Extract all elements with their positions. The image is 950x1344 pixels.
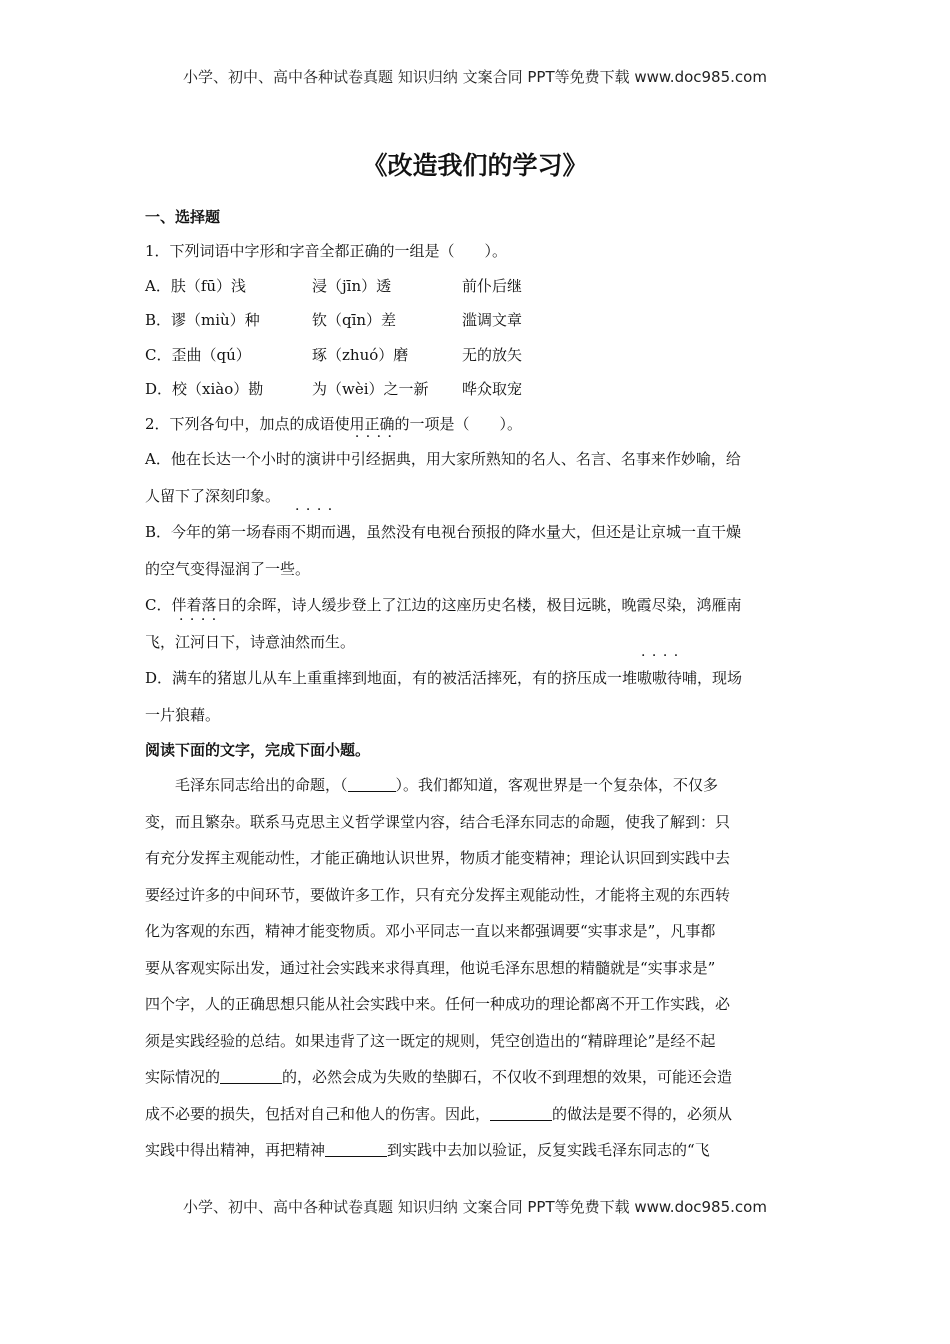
reading-instruction: 阅读下面的文字，完成下面小题。 xyxy=(145,741,371,759)
page-header: 小学、初中、高中各种试卷真题 知识归纳 文案合同 PPT等免费下载 www.doc985.com xyxy=(183,68,767,86)
text: A．他在长达一个小时的演讲中 xyxy=(145,450,351,468)
answer-blank xyxy=(325,1140,387,1157)
option-part: 前仆后继 xyxy=(462,276,523,295)
option-part: B．谬（miù）种 xyxy=(145,311,260,329)
passage-line: 要经过许多的中间环节，要做许多工作，只有充分发挥主观能动性，才能将主观的东西转 xyxy=(145,885,731,904)
text: ，现场 xyxy=(697,669,743,687)
emphasized-idiom: · · · · 江河日下 xyxy=(175,624,235,661)
q2-option-a-line1 xyxy=(145,441,810,478)
option-part: D．校（xiào）勘 xyxy=(145,380,264,398)
passage-line xyxy=(145,1096,810,1133)
answer-blank xyxy=(348,775,396,792)
passage-line: 化为客观的东西，精神才能变物质。邓小平同志一直以来都强调要“实事求是”，凡事都 xyxy=(145,922,716,940)
text: 飞， xyxy=(145,632,176,651)
option-part: C．歪曲（qú） xyxy=(145,345,251,364)
section-title: 一、选择题 xyxy=(145,208,221,226)
text: 实际情况的 xyxy=(145,1068,221,1086)
q1-option-d xyxy=(145,372,810,407)
emphasized-idiom: · · · · 不期而遇 xyxy=(291,514,351,551)
question-2-stem: 2．下列各句中，加点的成语使用正确的一项是（ ）。 xyxy=(145,414,523,433)
emphasized-idiom: · · · · 引经据典 xyxy=(351,441,411,478)
passage-line xyxy=(145,767,810,804)
text: ，用大家所熟知的名人、名言、名事来作妙喻，给 xyxy=(410,450,741,468)
q2-option-c-line2 xyxy=(145,624,810,661)
passage-line xyxy=(145,1059,810,1096)
q2-option-b-line2: 的空气变得湿润了一些。 xyxy=(145,559,311,578)
passage-line: 变，而且繁杂。联系马克思主义哲学课堂内容，结合毛泽东同志的命题，使我了解到：只 xyxy=(145,812,731,831)
passage-line: 须是实践经验的总结。如果违背了这一既定的规则，凭空创造出的“精辟理论”是经不起 xyxy=(145,1031,716,1050)
text: 的，必然会成为失败的垫脚石，不仅收不到理想的效果，可能还会造 xyxy=(282,1068,733,1086)
text: ，诗意油然而生。 xyxy=(235,632,356,651)
text: 到实践中去加以验证，反复实践毛泽东同志的“飞 xyxy=(387,1141,710,1159)
passage-line: 要从客观实际出发，通过社会实践来求得真理，他说毛泽东思想的精髓就是“实事求是” xyxy=(145,958,716,977)
q1-option-b xyxy=(145,303,810,338)
answer-blank xyxy=(220,1067,282,1084)
option-part: 无的放矢 xyxy=(462,345,523,364)
q2-option-d-line1 xyxy=(145,660,810,697)
text: ）。我们都知道，客观世界是一个复杂体，不仅多 xyxy=(395,776,719,794)
passage-line xyxy=(145,1132,810,1169)
document-content xyxy=(145,200,810,1169)
q1-option-a xyxy=(145,269,810,304)
q2-option-c-line1: C．伴着落日的余晖，诗人缓步登上了江边的这座历史名楼，极目远眺，晚霞尽染，鸿雁南 xyxy=(145,596,742,614)
text: ，虽然没有电视台预报的降水量大，但还是让京城一直干燥 xyxy=(351,523,742,541)
passage-line: 有充分发挥主观能动性，才能正确地认识世界，物质才能变精神；理论认识回到实践中去 xyxy=(145,849,731,867)
q1-option-c xyxy=(145,338,810,373)
text: B．今年的第一场春雨 xyxy=(145,523,292,541)
option-part: 浸（jīn）透 xyxy=(312,276,392,295)
option-part: A．肤（fū）浅 xyxy=(145,276,247,295)
q2-option-a-line2: 人留下了深刻印象。 xyxy=(145,486,281,505)
question-1-stem: 1．下列词语中字形和字音全都正确的一组是（ ）。 xyxy=(145,242,508,260)
text: 成不必要的损失，包括对自己和他人的伤害。因此， xyxy=(145,1104,491,1123)
text: 的做法是要不得的，必须从 xyxy=(552,1104,733,1123)
text: D．满车的猪崽儿从车上重重摔到地面，有的被活活摔死，有的挤压成一堆 xyxy=(145,669,638,687)
emphasized-idiom: · · · · 嗷嗷待哺 xyxy=(637,660,697,697)
option-part: 钦（qīn）差 xyxy=(312,311,397,329)
document-title: 《改造我们的学习》 xyxy=(362,151,588,180)
option-part: 哗众取宠 xyxy=(462,380,523,398)
answer-blank xyxy=(490,1104,552,1121)
q2-option-b-line1 xyxy=(145,514,810,551)
option-part: 琢（zhuó）磨 xyxy=(312,345,409,364)
option-part: 为（wèi）之一新 xyxy=(312,380,429,398)
page-footer: 小学、初中、高中各种试卷真题 知识归纳 文案合同 PPT等免费下载 www.doc985.com xyxy=(183,1198,767,1216)
option-part: 滥调文章 xyxy=(462,311,523,329)
text: 毛泽东同志给出的命题，（ xyxy=(175,776,348,794)
q2-option-d-line2: 一片狼藉。 xyxy=(145,705,221,724)
text: 实践中得出精神，再把精神 xyxy=(145,1141,326,1159)
passage-line: 四个字，人的正确思想只能从社会实践中来。任何一种成功的理论都离不开工作实践，必 xyxy=(145,995,731,1013)
